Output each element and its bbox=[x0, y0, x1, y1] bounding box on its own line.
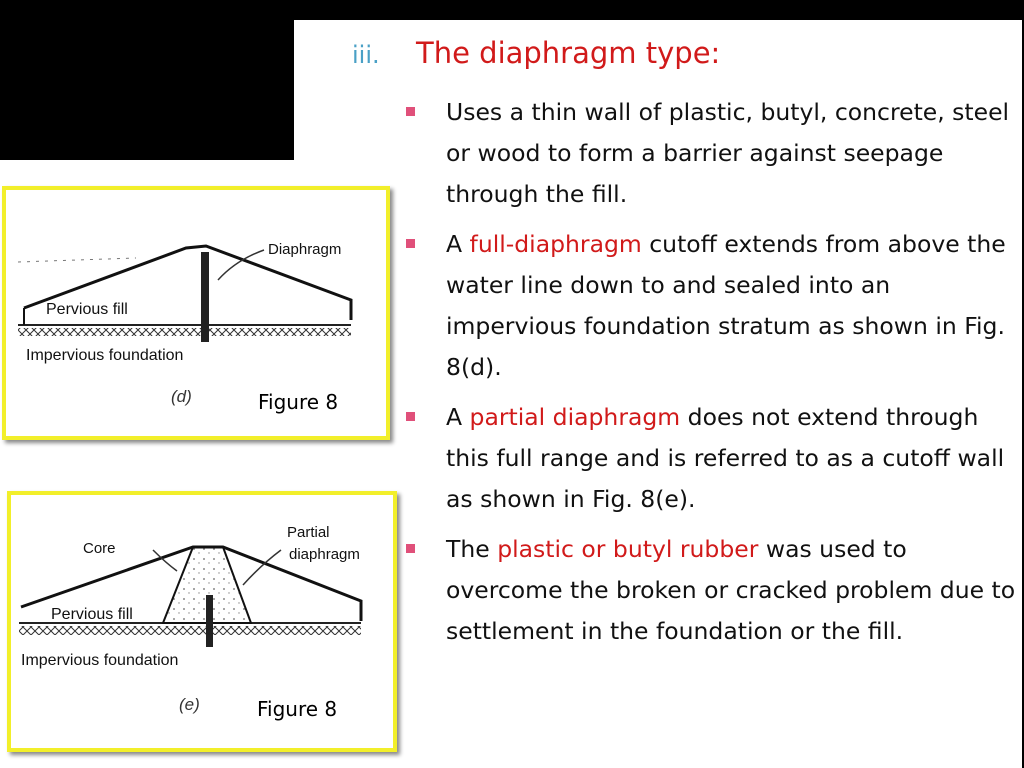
figure-caption: Figure 8 bbox=[257, 697, 338, 721]
section-heading bbox=[352, 36, 720, 70]
highlight-term: full-diaphragm bbox=[469, 230, 642, 258]
bullet-marker-icon bbox=[406, 412, 415, 421]
figure-e-frame bbox=[7, 491, 397, 752]
subfigure-label: (d) bbox=[171, 387, 192, 406]
core-label: Core bbox=[83, 540, 116, 557]
partial-label: Partial bbox=[287, 524, 330, 541]
figure-caption: Figure 8 bbox=[258, 390, 339, 414]
heading-number: iii. bbox=[352, 41, 380, 69]
bullet-item bbox=[402, 397, 1017, 520]
heading-title: The diaphragm type: bbox=[416, 36, 721, 70]
bullet-text-after: cutoff extends from above the water line down to and sealed into an impervious foundation stratum as shown in Fig. 8(d). bbox=[446, 230, 1006, 381]
bullet-marker-icon bbox=[406, 544, 415, 553]
highlight-term: plastic or butyl rubber bbox=[497, 535, 759, 563]
highlight-term: partial diaphragm bbox=[469, 403, 681, 431]
diaphragm-label: Diaphragm bbox=[268, 241, 342, 258]
bullet-item bbox=[402, 92, 1017, 215]
bullet-text-after: was used to overcome the broken or cracked problem due to settlement in the foundation or the fill. bbox=[446, 535, 1016, 645]
bullet-marker-icon bbox=[406, 239, 415, 248]
diaphragm-label: diaphragm bbox=[289, 546, 360, 563]
bullet-text-after: does not extend through this full range and is referred to as a cutoff wall as shown in Fig. 8(e). bbox=[446, 403, 1005, 513]
bullet-text-before: A bbox=[446, 230, 470, 258]
bullet-text-before: The bbox=[446, 535, 498, 563]
subfigure-label: (e) bbox=[179, 695, 200, 714]
pervious-fill-label: Pervious fill bbox=[46, 301, 128, 318]
impervious-foundation-label: Impervious foundation bbox=[21, 652, 179, 669]
bullet-item bbox=[402, 224, 1017, 388]
bullet-list bbox=[402, 92, 1017, 661]
pervious-fill-label: Pervious fill bbox=[51, 606, 133, 623]
bullet-item bbox=[402, 529, 1017, 652]
bullet-text: Uses a thin wall of plastic, butyl, concrete, steel or wood to form a barrier against seepage through the fill. bbox=[446, 98, 1010, 208]
bullet-marker-icon bbox=[406, 107, 415, 116]
impervious-foundation-label: Impervious foundation bbox=[26, 347, 184, 364]
bullet-text-before: A bbox=[446, 403, 470, 431]
figure-d-frame bbox=[2, 186, 390, 440]
